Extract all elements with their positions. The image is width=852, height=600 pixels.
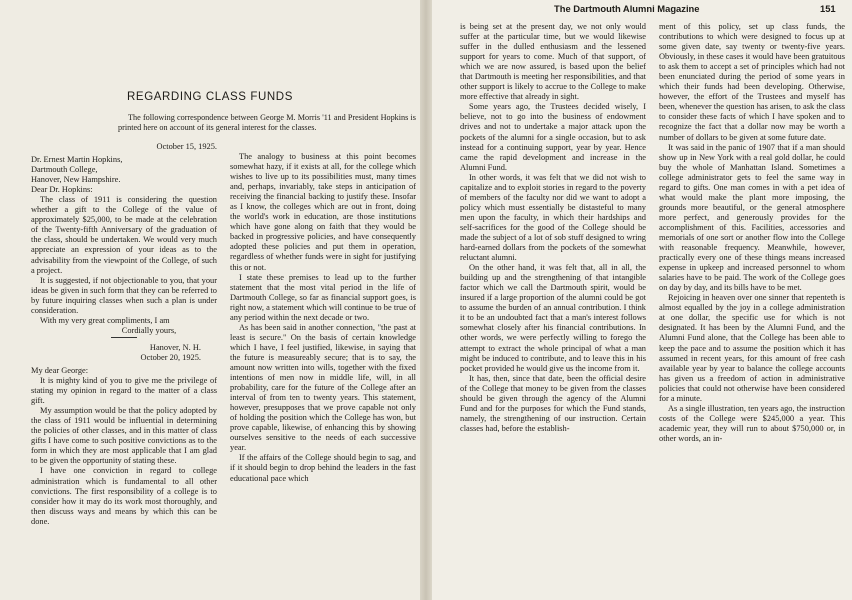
- letter1-paragraph: It is suggested, if not objectionable to you, that your ideas be given in such form that they can be referred to by future inquiring classes when such a plan is under consideration.: [31, 275, 217, 315]
- letter1-address-line: Dartmouth College,: [31, 165, 98, 175]
- letter2-paragraph: In other words, it was felt that we did not wish to capitalize and to exploit stories in regard to the poverty of members of the faculty nor did we want to adopt a policy which must essentially be distasteful to many men upon the faculty, in which their hardships and self-sacrifices for the good of the College should be made the subject of a lot of sob stuff designed to wring hard-earned dollars from the pockets of the somewhat reluctant alumni.: [460, 172, 646, 263]
- letter2-paragraph: As a single illustration, ten years ago, the instruction costs of the College were $245,000 a year. This academic year, they will run to about $750,000 or, in other words, an in-: [659, 403, 845, 443]
- letter2-paragraph: I have one conviction in regard to college administration which is fundamental to all other convictions. The first responsibility of a college is to consider how it may do its work most thoroughly, and then discuss ways and means by which this can be done.: [31, 466, 217, 526]
- article-title: REGARDING CLASS FUNDS: [127, 91, 293, 103]
- letter2-place: Hanover, N. H.: [149, 342, 201, 352]
- letter2-paragraph: The analogy to business at this point becomes somewhat hazy, if it exists at all, for the college which wishes to live up to its possibilities must, many times and, perhaps, invariably, take steps in anticipation of receiving the financial backing to justify these. Insofar as I know, the colleges which are out in front, doing the world's work in education, are those institutions which have gone along on faith that they would be backed in progressive policies, and have consequently adopted these policies and put them in operation, regardless of whether funds were in sight for justifying this or not.: [230, 152, 416, 272]
- letter1-date: October 15, 1925.: [156, 142, 217, 151]
- letter1-address-line: Hanover, New Hampshire.: [31, 175, 121, 185]
- page-gutter: [420, 0, 432, 600]
- letter1-salutation: Dear Dr. Hopkins:: [31, 185, 93, 195]
- column-3: [460, 22, 646, 592]
- column-4: [659, 22, 845, 592]
- letter2-paragraph: On the other hand, it was felt that, all in all, the building up and the strengthening of that intangible factor which we call the Dartmouth spirit, would be insured if a large proportion of the alumni could be got to assume the burden of an annual contribution. I think it to be an undoubted fact that a man's interest follows somewhat closely after his financial contributions. In other words, we were perfectly willing to forego the attempt to extract the whole principal of what a man might be induced to contribute, and to leave this in his pocket provided he would give us the income from it.: [460, 263, 646, 373]
- letter2-date: October 20, 1925.: [140, 352, 201, 362]
- letter2-paragraph: If the affairs of the College should begin to sag, and if it should begin to drop behind the leaders in the fast educational pace which: [230, 453, 416, 483]
- letter2-paragraph: It was said in the panic of 1907 that if a man should show up in New York with a real gold dollar, he could buy the whole of Manhattan Island. Sometimes a college administrator gets to feel the same way in regard to gifts. One man comes in with a pet idea of what would make the plant more imposing, the grounds more beautiful, or the general atmosphere more perfect, and generously provides for the accomplishment of this. Facilities, accessories and memorials of one sort or another flow into the College with reasonable frequency. Meanwhile, however, practically every one of these things means increased expense in upkeep and increased personnel to whom salaries have to be paid. The work of the College goes on day by day, and its bills have to be met.: [659, 142, 845, 293]
- article-intro: [118, 113, 416, 133]
- column-1: [31, 142, 217, 592]
- right-page: [432, 0, 852, 600]
- letter2-paragraph: My assumption would be that the policy adopted by the class of 1911 would be influential in determining the policies of other classes, and in this matter of class gifts I have come to such positive convictions as to the form in which they are most applicable that I am glad to be given the opportunity of stating these.: [31, 406, 217, 466]
- letter2-paragraph: Some years ago, the Trustees decided wisely, I believe, not to go into the business of endowment drives and not to undertake a major attack upon the pockets of the alumni for a single occasion, but to ask instead for a continuing support, year by year. Hence came the rapid development and increase in the Alumni Fund.: [460, 102, 646, 172]
- column-2: [230, 152, 416, 592]
- left-page: [0, 0, 420, 600]
- running-header: The Dartmouth Alumni Magazine: [554, 3, 700, 14]
- letter2-paragraph: I state these premises to lead up to the further statement that the most vital period in the life of Dartmouth College, so far as financial support goes, is right now, a statement which will continue to be true of any period within the next decade or two.: [230, 272, 416, 322]
- intro-text: The following correspondence between George M. Morris '11 and President Hopkins is printed here on account of its general interest for the classes.: [118, 113, 416, 132]
- letter2-paragraph: As has been said in another connection, "the past at least is secure." On the basis of certain knowledge which I have, I feel justified, likewise, in saying that the future is measureably secure; that is to say, the amount now written into wills, together with the fixed intentions of men now in middle life, will, in all probability, care for the future of the College after an interval of from ten to twenty years. This statement, however, presupposes that we prove capable not only of holding the position which the College has won, but prove capable, likewise, of enhancing this by showing ourselves sensitive to the needs of each successive year.: [230, 322, 416, 453]
- letter2-paragraph: ment of this policy, set up class funds, the contributions to which were designed to focus up at some given date, say twenty or twenty-five years. Obviously, in these cases it would have been gratuitous to ask them to accept a set of principles which had not been enunciated during the period of some years in which their funds had been developing. Otherwise, however, the effort of the Trustees and myself has been, whenever the question has arisen, to ask the class to consider these facts of which I have spoken and to recognize the fact that a dollar now may be worth a number of dollars to be given at some future date.: [659, 22, 845, 142]
- letter1-paragraph: With my very great compliments, I am: [40, 315, 170, 325]
- page-number: 151: [820, 3, 836, 14]
- letter2-paragraph: It has, then, since that date, been the official desire of the College that money to be given from the classes should be given through the agency of the Alumni Fund and for the purposes for which the Fund stands, namely, the strengthening of our instruction. Certain classes had, before the establish-: [460, 373, 646, 433]
- letter2-paragraph: Rejoicing in heaven over one sinner that repenteth is almost equalled by the joy in a college administration at one dollar, the specific use for which is not designated. It has been by the Alumni Fund, and the Alumni Fund alone, that the College has been able to keep the pace and to assume the position which it has assumed in recent years, for this amount of free cash available year by year to balance the college accounts has given us a freedom of action in administrative policies that could not otherwise have been considered for a minute.: [659, 293, 845, 403]
- letter1-closing: Cordially yours,: [121, 325, 177, 335]
- divider-rule: [111, 337, 137, 338]
- letter1-address-line: Dr. Ernest Martin Hopkins,: [31, 155, 123, 165]
- letter2-paragraph: is being set at the present day, we not only would suffer at the particular time, but we would likewise suffer in the dulled enthusiasm and the lessened support for years to come. Much of that support, of which we are now assured, is based upon the belief that Dartmouth is meeting her responsibilities, and that other support is likely to accrue to the College to make more effective that already in sight.: [460, 22, 646, 102]
- letter1-paragraph: The class of 1911 is considering the question whether a gift to the College of the value of approximately $25,000, to be made at the celebration of the Twenty-fifth Anniversary of the graduation of the class, should be undertaken. We would very much appreciate an expression of your ideas as to the advisability from the viewpoint of the College, of such a project.: [31, 195, 217, 275]
- letter2-paragraph: It is mighty kind of you to give me the privilege of stating my opinion in regard to the matter of a class gift.: [31, 376, 217, 406]
- letter2-salutation: My dear George:: [31, 365, 89, 375]
